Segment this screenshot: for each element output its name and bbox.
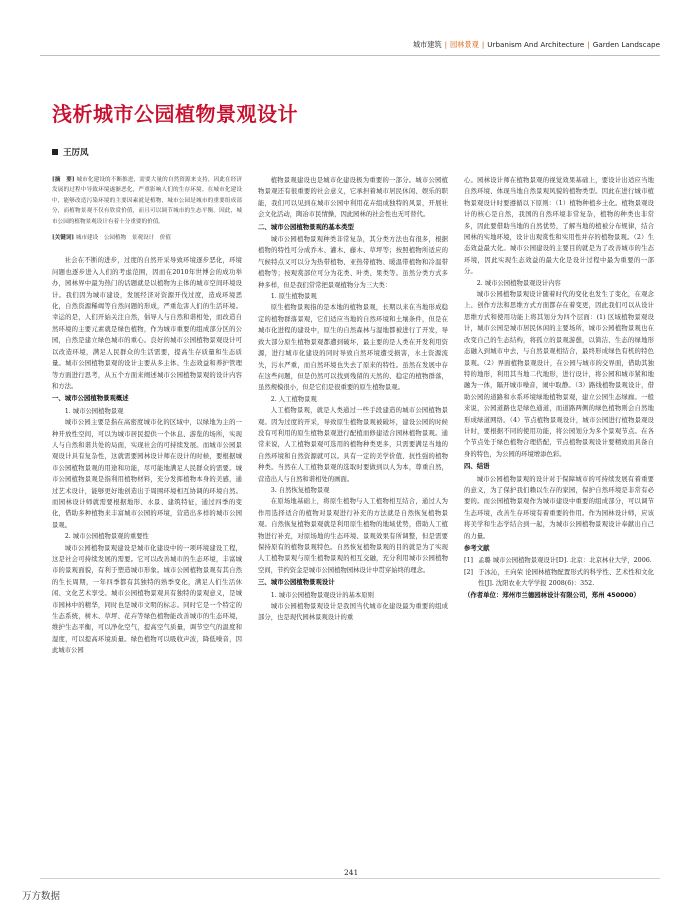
references-heading: 参考文献	[464, 544, 490, 552]
bullet-square-icon	[52, 149, 58, 155]
article-title: 浅析城市公园植物景观设计	[52, 102, 298, 126]
reference-number: [2]	[464, 568, 473, 576]
subsection-heading: 2. 城市公园植物景观的重要性	[64, 533, 149, 541]
header-section-highlight: 园林景观	[450, 40, 479, 49]
author-affiliation: （作者单位：郑州市兰德园林设计有限公司，郑州 450000）	[464, 590, 640, 599]
paragraph: 城市公园植物景观设计是我国当代城市化建设最为重要的组成部分，也是现代园林景观设计的重	[258, 603, 448, 622]
header-divider: |	[444, 40, 448, 49]
abstract	[52, 175, 242, 227]
database-watermark: 万方数据	[22, 891, 61, 902]
subsection-heading: 1. 城市公园植物景观	[64, 407, 124, 415]
subsection-heading: 3. 自然恢复植物景观	[270, 486, 330, 494]
reference-text: 孟璐 城市公园植物景观设计[D]. 北京：北京林业大学，2006.	[478, 557, 652, 565]
running-header	[413, 40, 660, 50]
subsection-heading: 2. 人工植物景观	[270, 395, 317, 403]
paragraph: 城市公园植物景观种类非常复杂，其分类方法也有很多，根据植物的特性可分成乔木、灌木、藤木、草坪等；按照植物所适应的气候特点又可以分为热带植物、亚热带植物、暖温带植物和冷温带植物等；按观赏部位可分为花类、叶类、果类等。虽然分类方式多种多样，但是我们常常把景观植物分为三大类：	[258, 236, 448, 289]
column-3	[464, 175, 654, 601]
abstract-label: [摘 要]	[52, 177, 75, 183]
footer-rule	[40, 878, 660, 879]
keywords-label: [关键词]	[52, 235, 75, 242]
column-1	[52, 175, 242, 657]
section-heading: 四、结语	[464, 462, 490, 471]
reference-text: 于冰沁，王向荣 论园林植物配置形式的科学性、艺术性和文化性[J]. 沈阳农业大学学报 2008(6)：352.	[478, 568, 654, 588]
keywords	[52, 233, 242, 243]
keywords-text: 城市建设 公园植物 景观设计 价值	[75, 235, 171, 242]
column-2	[258, 175, 448, 624]
header-section-en2: Garden Landscape	[592, 40, 660, 49]
abstract-text: 城市化建设的不断推进，需要大量的自然资源来支持，因此在经济发展的过程中导致环境遂渐恶化，严重影响人们的生存环境。在城市化建设中，能够改造污染环境的主要因素就是植物，城市公园是城市的重要组成部分，而植物景观不仅有欣赏价值，而且可以调节城市的生态平衡。因此，城市公园的植物景观设计有着十分重要的价值。	[52, 177, 243, 225]
paragraph: 原生植物景观指的是本地的植物景观，长期以来在当地形成稳定的植物群落景观，它们适应当地的自然环境和土壤条件，但是在城市化进程的建设中，原生的自然森林与湿地都被进行了开发，导致大部分原生植物景观都遭到破坏，最主要的是人类在开发利用资源，进行城市化建设的同时导致自然环境遭受损害，水土资源流失，污水严重，而自然环境也失去了原来的特性。虽然在发展中存在这些问题，但是仍然可以找到残留的天然的、稳定的植物群落，虽然规模很小，但是它们是很重要的原生植物景观。	[258, 304, 448, 392]
subsection-heading: 1. 城市公园植物景观设计的基本原则	[270, 591, 374, 599]
reference-item	[464, 567, 654, 590]
header-section-en1: Urbanism And Architecture	[487, 40, 585, 49]
header-rule	[40, 55, 660, 56]
paragraph: 心。园林设计师在植物景观的视觉效果基础上，要设计出适应当地自然环境、体现当地自然景观风貌的植物类型。因此在进行城市植物景观设计时要遵循以下原则：（1）植物种植乡土化。植物景观设计的核心是自然，我国的自然环境非常复杂，植物的种类也非常多，因此要借助当地的自然优势，了解当地的植被分布规律，结合园林的实地环境，设计出观赏性和实用性并存的植物景观。（2）生态效益最大化。城市公园建设的主要目的就是为了改善城市的生态环境，因此实现生态效益的最大化是设计过程中最为重要的一部分。	[464, 177, 654, 276]
header-divider: |	[481, 40, 485, 49]
abstract-block	[52, 175, 242, 243]
header-divider: |	[587, 40, 590, 49]
author-line	[52, 146, 89, 158]
paragraph: 人工植物景观，就是人类通过一些手段建造的城市公园植物景观。因为过度的开采，导致原生植物景观被破坏，建设公园的时候没有可利用的原生植物景观进行配植而修建适合园林植物景观。通常来说，人工植物景观可选用的植物种类更多，只需要满足当地的自然环境和自然资源就可以。具有一定的美学价值、抗性强的植物种类。当然在人工植物景观的选取时要做到以人为本，尊重自然，营造出人与自然和谐相处的画面。	[258, 407, 448, 483]
header-section-cn: 城市建筑	[412, 40, 442, 49]
section-heading: 三、城市公园植物景观设计	[258, 578, 335, 587]
reference-item	[464, 555, 654, 566]
section-heading: 一、城市公园植物景观概述	[52, 394, 129, 403]
subsection-heading: 2. 城市公园植物景观设计内容	[476, 279, 561, 287]
paragraph: 城市公园主要是指在高密度城市化的区域中，以绿地为主的一种开放性空间，可以为城市居民提供一个休息、游览的场所，实现人与自然和谐共处的局面，实现社会的可持续发展。而城市公园景观设计具有复杂性，这就需要园林设计师在设计的时候，要根据城市公园植物景观的用途和功能，尽可能地满足人民群众的需要。城市公园植物景观是指利用植物材料，充分发挥植物本身的美感，通过艺术设计，能够更好地创造出于周围环境相互协调的环境自然。而园林设计师就需要根据地形、水景、建筑特征，通过四季的变化，借助多种植物来丰富城市公园的环境，营造出多样的城市公园景观。	[52, 419, 242, 529]
author-name: 王厉凤	[63, 148, 89, 158]
paragraph: 城市公园植物景观建设是城市化建设中的一项环境建设工程，这是社会可持续发展的需要。它可以改善城市的生态环境，丰富城市的景观面貌，有利于塑造城市形象。城市公园植物景观有其自然的生长周期，一年四季都有其独特的熟季变化，满足人们生活休闲、文化艺术享受。城市公园植物景观具有独特的景观意义，是城市园林中的精华，同时也是城市文明的标志。同时它是一个特定的生态系统，树木、草坪、花卉等绿色植物能改善城市的生态环境，维护生态平衡，可以净化空气，提高空气质量，调节空气的温度和湿度，可以提高环境质量。绿色植物可以吸收声波，降低噪音，因此城市公园	[52, 544, 242, 655]
paragraph: 植物景观建设也是城市化建设极为重要的一部分。城市公园植物景观还有很重要的社会意义，它承担着城市居民休闲、娱乐的职能，我们可以见到在城市公园中利用花卉组成独特的风景，开展社会文化活动，陶冶市民情操，因此园林的社会性也无可替代。	[258, 177, 448, 219]
page-number: 241	[344, 868, 359, 877]
section-heading: 二、城市公园植物景观的基本类型	[258, 222, 354, 231]
subsection-heading: 1. 原生植物景观	[270, 293, 317, 301]
paragraph: 在原场地基础上，将原生植物与人工植物相互结合，通过人为作用选择适合的植物对景观进行补充的方法就是自然恢复植物景观。自然恢复植物景观就是利用原生植物的地域优势，借助人工植物进行补充，对原场地的生态环境、景观效果有所调整，但是需要保持原有的植物景观特色。自然恢复植物景观的目的就是为了实现人工植物景观与原生植物景观的相互交融，充分利用城市公园植物空间，节约资金是城市公园植物园林设计中贯穿始终的理念。	[258, 498, 448, 574]
paragraph: 城市公园植物景观设计随着时代的变化也发生了变化，在观念上、创作方法和思维方式方面都存在着变更，因此我们可以从设计思维方式和使用功能上将其划分为四个层面：(1) 区域植物景观设计，城市公园是城市居民休闲的主要场所，城市公园植物景观也在改变自己的生态结构，将孤立的景观游憩，以简洁、生态的绿地形态融入到城市中去，与自然景观相结合，最终形成绿色有机的特色景观。（2）界面植物景观设计，在公园与城市的交界面，借助其独特的地形，利用其当地二代地形，进行设计，将公园和城市紧和地融为一体，隔开城市噪音，闹中取静。（3）路线植物景观设计，借助公园的道路和水系环境绿地植物景观，建立公园生态绿廊。一般来说，公园道路也是绿色通道，而道路两侧的绿色植物则会自然地形成绿道网络。（4）节点植物景观设计，城市公园进行植物景观设计时，要根据不同的使用功能，将公园划分为多个景观节点。在各个节点处于绿色植物合理搭配，节点植物景观设计要精致而具备自身的特色，为公园的环境增添色彩。	[464, 291, 654, 458]
reference-number: [1]	[464, 557, 473, 565]
paragraph: 城市公园植物景观的设计对于保障城市的可持续发展有着重要的意义，为了保护我们赖以生存的家园，保护自然环境是非常有必要的。而公园植物景观作为城市建设中重要的组成部分，可以调节生态环境，改善生存环境有着重要的作用。作为园林设计师，应该将美学和生态学结合到一起，为城市公园植物景观设计奉献出自己的力量。	[464, 475, 654, 540]
paragraph: 社会在不断的进步，过度的自然开采导致环境逐步恶化，环境问题也逐步进入人们的考虑范围，因而在2010年世博会的成功举办，园林界中最为热门的话题就是以植物为主体的城市空间环境设计。我们因为城市建设，发展经济对资源开伐过度，造成环境恶化，自然资源稀竭等自然问题的形成，严重危害人们的生活环境。幸运的是，人们开始关注自然，倡导人与自然和谐相处，而改造自然环境的主要元素就是绿色植物，作为城市重要的组成部分区的公园，自然是建立绿色城市的重心。良好的城市公园植物景观设计可以改造环境，满足人民群众的生活需要，提高生存质量和生态质量。城市公园植物景观的设计主要从多主体、生态效益和养护管理等方面进行思考，从五个方面来阐述城市公园植物景观的设计内容和方法。	[52, 257, 242, 390]
